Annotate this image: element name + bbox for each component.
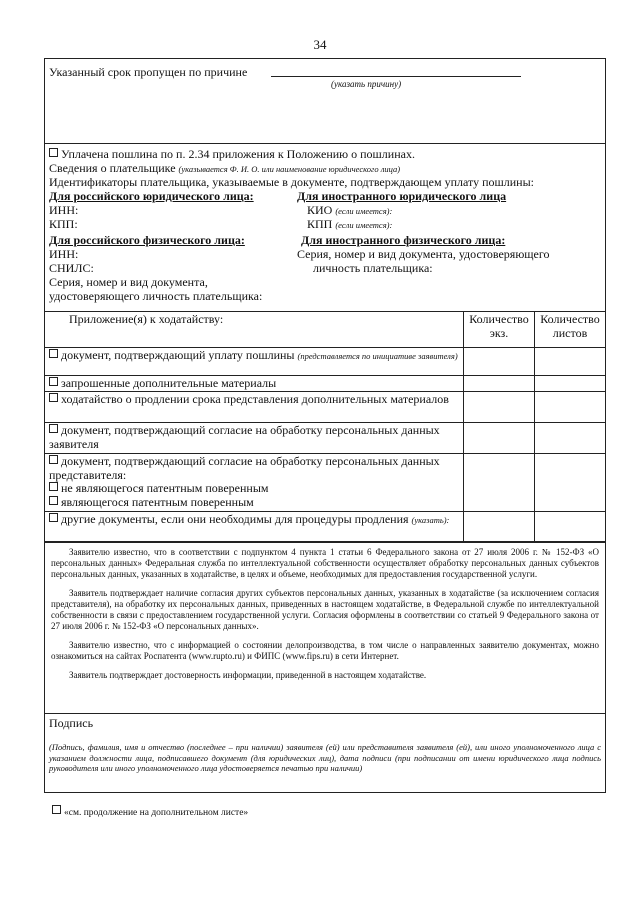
kpp-label: КПП: <box>49 217 78 231</box>
rep-option1-checkbox[interactable] <box>49 482 58 491</box>
attachment-checkbox[interactable] <box>49 349 58 358</box>
continuation-checkbox[interactable] <box>52 805 61 814</box>
attachments-section <box>45 312 605 543</box>
fee-text: Уплачена пошлина по п. 2.34 приложения к Положению о пошлинах. <box>61 147 415 161</box>
inn-label: ИНН: <box>49 203 79 217</box>
doc-line2: удостоверяющего личность плательщика: <box>49 289 263 303</box>
attachment-checkbox[interactable] <box>49 393 58 402</box>
notice-paragraph: Заявитель подтверждает достоверность информации, приведенной в настоящем ходатайстве. <box>69 670 427 680</box>
sheets-cell[interactable] <box>534 348 605 376</box>
attachment-text: документ, подтверждающий согласие на обработку персональных данных заявителя <box>49 423 440 451</box>
sheets-cell[interactable] <box>534 392 605 423</box>
attachment-checkbox[interactable] <box>49 424 58 433</box>
sheets-cell[interactable] <box>534 423 605 454</box>
signature-field[interactable] <box>49 730 601 742</box>
notice-paragraph: Заявитель подтверждает наличие согласия других субъектов персональных данных, указанных в ходатайстве (за исключением согласия представителя), на обработку их персональных данных, приведенных в настоящем ходатайстве, в Федеральной службе по интеллектуальной собственности в связи с предоставлением государственной услуги. Согласия оформлены в соответствии со статьей 9 Федерального закона от 27 июля 2006 г. № 152-ФЗ «О персональных данных». <box>51 588 599 631</box>
attachment-checkbox[interactable] <box>49 377 58 386</box>
continuation-note <box>52 805 248 818</box>
fee-line <box>49 147 415 161</box>
ids-line: Идентификаторы плательщика, указываемые в документе, подтверждающем уплату пошлины: <box>49 175 534 189</box>
ru-person-title: Для российского физического лица: <box>49 233 245 247</box>
rep-text: документ, подтверждающий согласие на обработку персональных данных представителя: <box>49 454 440 482</box>
signature-section <box>45 714 605 792</box>
attachment-text: документ, подтверждающий уплату пошлины <box>61 348 295 362</box>
copies-cell[interactable] <box>463 392 534 423</box>
attachment-hint: (представляется по инициативе заявителя) <box>297 351 458 361</box>
attachment-checkbox[interactable] <box>49 513 58 522</box>
form-frame <box>44 58 606 793</box>
sheets-cell[interactable] <box>534 454 605 512</box>
kio-label <box>307 203 392 218</box>
copies-cell[interactable] <box>463 512 534 542</box>
signature-label: Подпись <box>49 716 94 730</box>
foreign-doc1: Серия, номер и вид документа, удостоверяющего <box>297 247 550 261</box>
foreign-person-title: Для иностранного физического лица: <box>301 233 506 247</box>
sheets-cell[interactable] <box>534 512 605 542</box>
reason-input-line[interactable] <box>271 76 521 77</box>
attachment-row <box>45 376 463 392</box>
kpp-foreign-text: КПП <box>307 217 333 231</box>
rep-option1: не являющегося патентным поверенным <box>61 481 269 495</box>
ru-legal-title: Для российского юридического лица: <box>49 189 254 203</box>
attachment-text: запрошенные дополнительные материалы <box>61 376 277 390</box>
payer-info-label: Сведения о плательщике <box>49 161 176 175</box>
notice-paragraph: Заявителю известно, что в соответствии с подпунктом 4 пункта 1 статьи 6 Федерального закона от 27 июля 2006 г. № 152-ФЗ «О персональных данных» Федеральная служба по интеллектуальной собственности осуществляет обработку персональных данных субъектов персональных данных, указанных в ходатайстве, в целях и объеме, необходимых для предоставления государственной услуги. <box>51 547 599 579</box>
snils-label: СНИЛС: <box>49 261 94 275</box>
kpp-foreign-label <box>307 217 392 232</box>
other-hint: (указать): <box>411 515 450 525</box>
rep-option2-checkbox[interactable] <box>49 496 58 505</box>
notice-paragraph: Заявителю известно, что с информацией о состоянии делопроизводства, в том числе о направленных заявителю документах, можно ознакомиться на сайтах Роспатента (www.rupto.ru) и ФИПС (www.fips.ru) в сети Интернет. <box>51 640 599 661</box>
sheets-cell[interactable] <box>534 376 605 392</box>
fee-checkbox[interactable] <box>49 148 58 157</box>
notices-section <box>45 543 605 714</box>
foreign-legal-title: Для иностранного юридического лица <box>297 189 507 203</box>
payer-section <box>45 144 605 312</box>
attachment-row-other <box>45 512 463 542</box>
kpp-hint: (если имеется): <box>335 220 393 230</box>
copies-cell[interactable] <box>463 348 534 376</box>
attachment-row <box>45 423 463 454</box>
inn2-label: ИНН: <box>49 247 79 261</box>
doc-line1: Серия, номер и вид документа, <box>49 275 208 289</box>
kio-text: КИО <box>307 203 333 217</box>
attachments-header: Приложение(я) к ходатайству: <box>45 312 463 348</box>
attachments-table <box>45 312 605 542</box>
attachment-row-representative <box>45 454 463 512</box>
rep-option2: являющегося патентным поверенным <box>61 494 254 509</box>
payer-info-hint: (указывается Ф. И. О. или наименование юридического лица) <box>178 164 401 174</box>
col-copies-header: Количество экз. <box>463 312 534 348</box>
deadline-section <box>45 59 605 144</box>
kio-hint: (если имеется): <box>335 206 393 216</box>
attachment-row <box>45 392 463 423</box>
page-number: 34 <box>313 37 327 52</box>
payer-info <box>49 161 400 176</box>
copies-cell[interactable] <box>463 376 534 392</box>
deadline-hint: (указать причину) <box>331 79 402 89</box>
foreign-doc2: личность плательщика: <box>313 261 433 275</box>
attachment-checkbox[interactable] <box>49 455 58 464</box>
signature-hint: (Подпись, фамилия, имя и отчество (последнее – при наличии) заявителя (ей) или представителя заявителя (ей), или иного уполномоченного лица с указанием должности лица, подписавшего документ (для юридических лиц), дата подписи (при подписании от имени юридического лица подпись руководителя или иного уполномоченного лица удостоверяется печатью при наличии) <box>49 742 601 773</box>
attachment-text: ходатайство о продлении срока представления дополнительных материалов <box>61 392 449 406</box>
copies-cell[interactable] <box>463 423 534 454</box>
attachment-row <box>45 348 463 376</box>
other-text: другие документы, если они необходимы для процедуры продления <box>61 512 409 526</box>
col-sheets-header: Количество листов <box>534 312 605 348</box>
deadline-label: Указанный срок пропущен по причине <box>49 65 248 79</box>
continuation-text: «см. продолжение на дополнительном листе» <box>64 808 249 818</box>
copies-cell[interactable] <box>463 454 534 512</box>
